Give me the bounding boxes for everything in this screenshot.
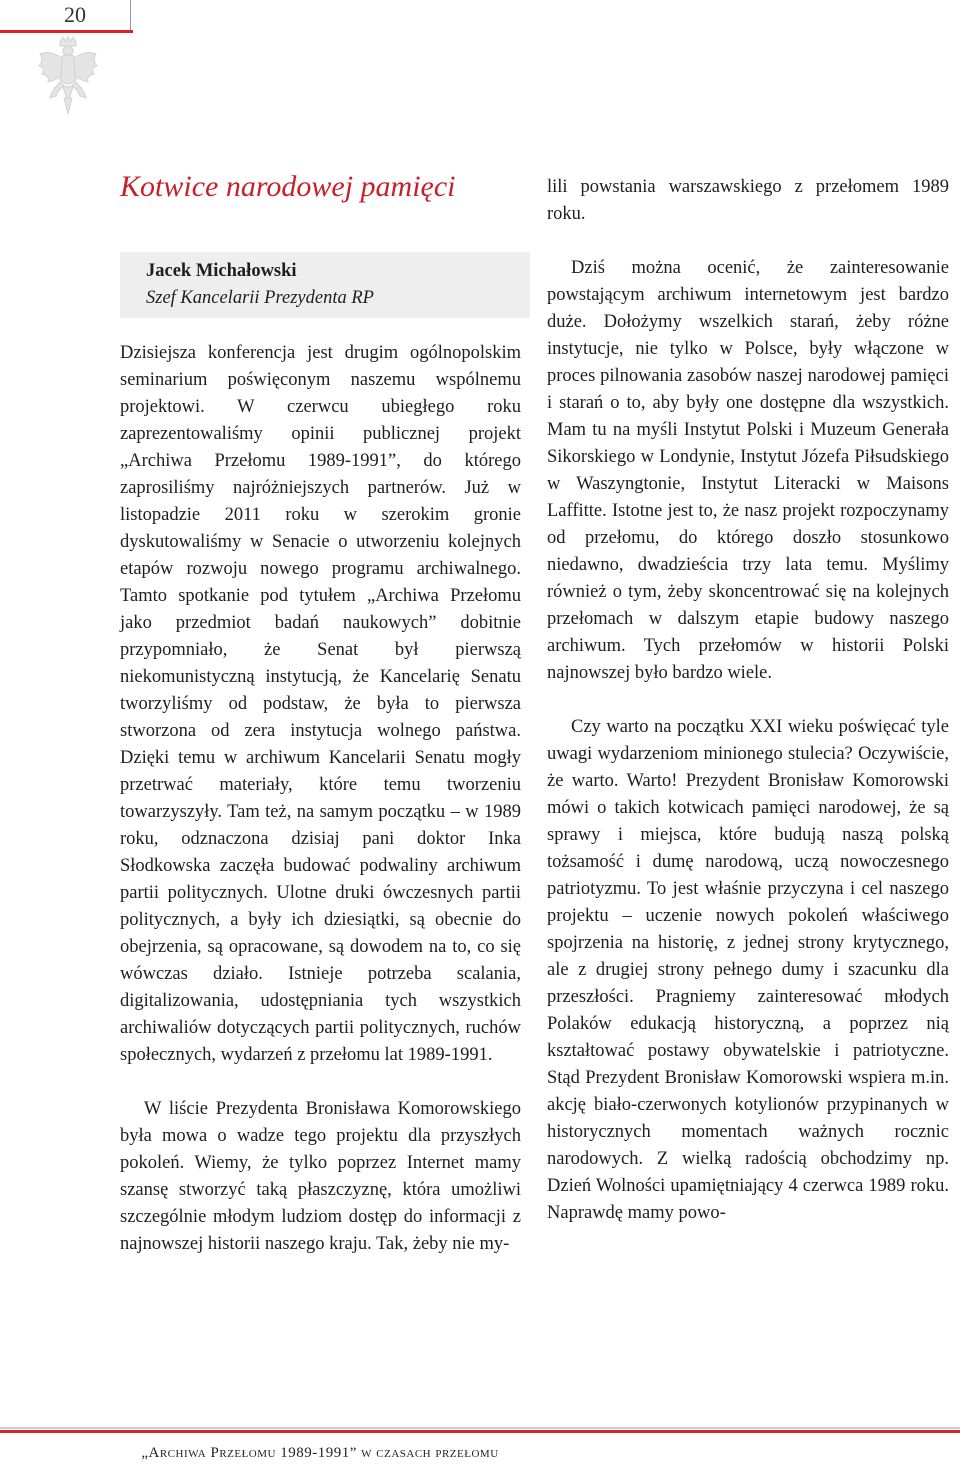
right-paragraph-3: Czy warto na początku XXI wieku poświęcać tyle uwagi wydarzeniom minionego stulecia? Oczywiście, że warto. Warto! Prezydent Bronisław Komorowski mówi o takich kotwicach pamięci narodowej, że są sprawy i miejsca, które budują naszą polską tożsamość i dumę narodową, uczą nowoczesnego patriotyzmu. To jest właśnie przyczyna i cel naszego projektu – uczenie nowych pokoleń właściwego spojrzenia na historię, z jednej strony krytycznego, ale z drugiej strony pełnego dumy i szacunku dla przeszłości. Pragniemy zainteresować młodych Polaków edukacją historyczną, a poprzez nią kształtować postawy obywatelskie i patriotyczne. Stąd Prezydent Bronisław Komorowski wspiera m.in. akcję biało-czerwonych kotylionów przypinanych w historycznych momentach ważnych rocznic narodowych. Z wielką radością obchodzimy np. Dzień Wolności upamiętniający 4 czerwca 1989 roku. Naprawdę mamy powo- [547,717,949,1223]
left-paragraph-1: Dzisiejsza konferencja jest drugim ogólnopolskim seminarium poświęconym naszemu wspólnemu projektowi. W czerwcu ubiegłego roku zaprezentowaliśmy opinii publicznej projekt „Archiwa Przełomu 1989-1991”, do którego zaprosiliśmy najróżniejszych partnerów. Już w listopadzie 2011 roku w szerokim gronie dyskutowaliśmy w Senacie o utworzeniu kolejnych etapów rozwoju nowego programu archiwalnego. Tamto spotkanie pod tytułem „Archiwa Przełomu jako przedmiot badań naukowych” dobitnie przypomniało, że Senat był pierwszą niekomunistyczną instytucją, że Kancelarię Senatu tworzyliśmy od podstaw, że była to pierwsza stworzona od zera instytucja wolnego państwa. Dzięki temu w archiwum Kancelarii Senatu mogły przetrwać materiały, które temu tworzeniu towarzyszyły. Tam też, na samym początku – w 1989 roku, odznaczona dzisiaj pani doktor Inka Słodkowska zaczęła budować podwaliny archiwum partii politycznych. Ulotne druki ówczesnych partii politycznych, a były ich dziesiątki, są obecnie do obejrzenia, są opracowane, są dowodem na to, co się wówczas działo. Istnieje potrzeba scalania, digitalizowania, udostępniania tych wszystkich archiwaliów dotyczących partii politycznych, ruchów społecznych, wydarzeń z przełomu lat 1989-1991. [120,343,521,1065]
article-title: Kotwice narodowej pamięci [120,170,456,203]
page-number: 20 [64,2,86,27]
footer-rule [0,1427,960,1434]
right-column [547,174,949,1227]
left-paragraph-2: W liście Prezydenta Bronisława Komorowskiego była mowa o wadze tego projektu dla przyszłych pokoleń. Wiemy, że tylko poprzez Internet mamy szansę stworzyć taką płaszczyznę, która umożliwi szczególnie młodym ludziom dostęp do informacji z najnowszej historii naszego kraju. Tak, żeby nie my- [120,1099,521,1254]
running-footer: „Archiwa Przełomu 1989-1991” w czasach przełomu [141,1445,499,1461]
header-divider [130,0,131,32]
polish-eagle-emblem-icon [36,36,100,120]
author-role: Szef Kancelarii Prezydenta RP [146,288,374,308]
left-column [120,340,521,1258]
right-paragraph-1: lili powstania warszawskiego z przełomem 1989 roku. [547,177,949,224]
header-red-rule [0,30,133,33]
author-box [120,252,530,318]
author-name: Jacek Michałowski [146,261,297,281]
right-paragraph-2: Dziś można ocenić, że zainteresowanie powstającym archiwum internetowym jest bardzo duże. Dołożymy wszelkich starań, żeby różne instytucje, nie tylko w Polsce, były włączone w proces pilnowania zasobów naszej narodowej pamięci i starań o to, aby były one dostępne dla wszystkich. Mam tu na myśli Instytut Polski i Muzeum Generała Sikorskiego w Londynie, Instytut Józefa Piłsudskiego w Waszyngtonie, Instytut Literacki w Maisons Laffitte. Istotne jest to, że nasz projekt rozpoczynamy od przełomu, do którego doszło stosunkowo niedawno, dwadzieścia trzy lata temu. Myślimy również o tym, żeby skoncentrować się na kolejnych przełomach w dalszym etapie budowy naszego archiwum. Tych przełomów w historii Polski najnowszej było bardzo wiele. [547,258,949,683]
